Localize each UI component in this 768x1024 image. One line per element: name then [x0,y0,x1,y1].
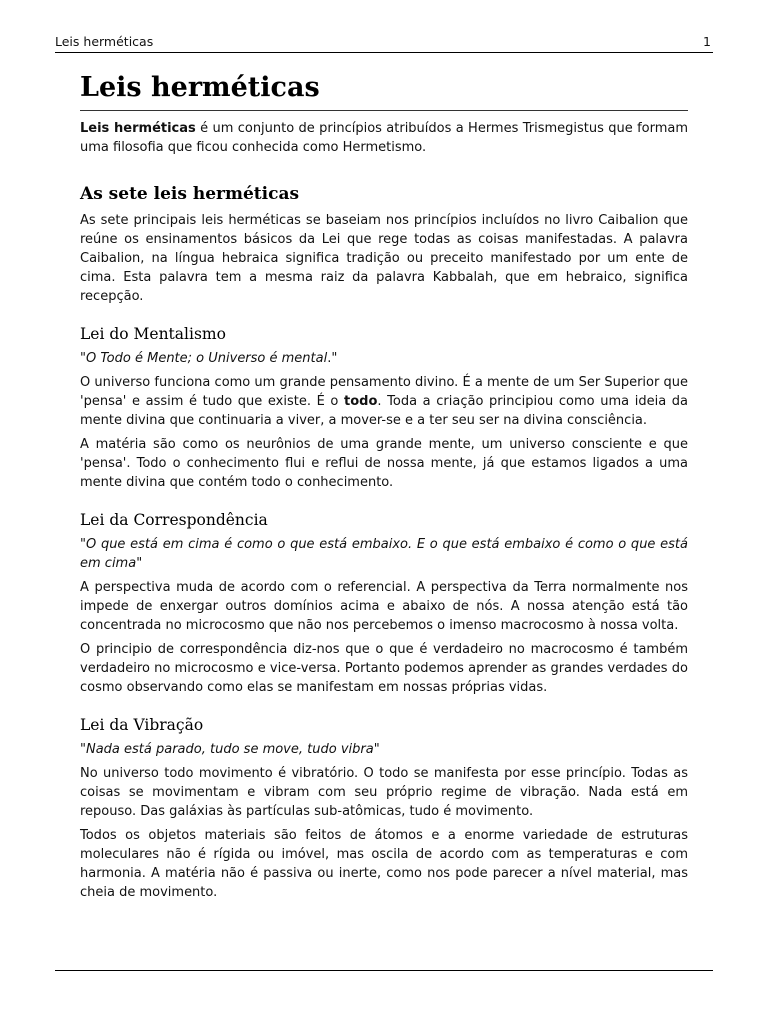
correspondencia-heading: Lei da Correspondência [80,511,268,529]
mentalismo-paragraph-2: A matéria são como os neurônios de uma grande mente, um universo consciente e que 'pensa'. Todo o conhecimento flui e reflui de nossa mente, já que estamos ligados a uma mente divina que contém todo o conhecimento. [80,437,688,490]
intro-text: é um conjunto de princípios atribuídos a Hermes Trismegistus que formam uma filosofia que ficou conhecida como Hermetismo. [80,121,689,155]
footer-rule [55,970,713,971]
mentalismo-paragraph-1 [80,373,688,430]
intro-bold-term: Leis herméticas [80,121,196,136]
vibracao-quote-text: Nada está parado, tudo se move, tudo vibra [85,742,374,757]
article-title: Leis herméticas [80,70,688,111]
quote-close-mark: " [373,742,380,757]
mentalismo-quote-text: O Todo é Mente; o Universo é mental [85,351,328,366]
mentalismo-p1-bold: todo [344,394,378,409]
quote-open-mark: " [80,351,86,366]
section-paragraph: As sete principais leis herméticas se baseiam nos princípios incluídos no livro Caibalion que reúne os ensinamentos básicos da Lei que rege todas as coisas manifestadas. A palavra Caibalion, na língua hebraica significa tradição ou preceito manifestado por um ente de cima. Esta palavra tem a mesma raiz da palavra Kabbalah, que em hebraico, significa recepção. [80,213,688,304]
mentalismo-p1-after: . Toda a criação principiou como uma ideia da mente divina que continuaria a viver, a mover-se e a ter seu ser na divina consciência. [80,394,689,428]
mentalismo-heading: Lei do Mentalismo [80,325,226,343]
quote-close-mark: ." [327,351,338,366]
section-heading: As sete leis herméticas [80,184,300,204]
page-number: 1 [703,34,711,49]
running-title: Leis herméticas [55,34,154,49]
vibracao-heading: Lei da Vibração [80,716,204,734]
vibracao-quote [80,740,688,759]
running-header [55,34,713,53]
correspondencia-paragraph-1: A perspectiva muda de acordo com o referencial. A perspectiva da Terra normalmente nos impede de enxergar outros domínios acima e abaixo de nós. A nossa atenção está tão concentrada no microcosmo que não nos percebemos o imenso macrocosmo à nossa volta. [80,580,688,633]
mentalismo-quote [80,349,688,368]
quote-close-mark: " [136,556,143,571]
vibracao-paragraph-2: Todos os objetos materiais são feitos de átomos e a enorme variedade de estruturas moleculares não é rígida ou imóvel, mas oscila de acordo com as temperaturas e com harmonia. A matéria não é passiva ou inerte, como nos pode parecer a nível material, mas cheia de movimento. [80,828,688,900]
article-body [80,70,688,907]
correspondencia-paragraph-2: O principio de correspondência diz-nos que o que é verdadeiro no macrocosmo é também verdadeiro no microcosmo e vice-versa. Portanto podemos aprender as grandes verdades do cosmo observando como elas se manifestam em nossas próprias vidas. [80,642,688,695]
mentalismo-p1-before: O universo funciona como um grande pensamento divino. É a mente de um Ser Superior que 'pensa' e assim é tudo que existe. É o [80,375,688,409]
vibracao-paragraph-1: No universo todo movimento é vibratório. O todo se manifesta por esse princípio. Todas as coisas se movimentam e vibram com seu próprio regime de vibração. Nada está em repouso. Das galáxias às partículas sub-atômicas, tudo é movimento. [80,766,688,819]
quote-open-mark: " [80,742,86,757]
quote-open-mark: " [80,537,86,552]
correspondencia-quote-text: O que está em cima é como o que está embaixo. E o que está embaixo é como o que está em cima [80,537,688,571]
intro-paragraph [80,119,688,157]
correspondencia-quote [80,535,688,573]
